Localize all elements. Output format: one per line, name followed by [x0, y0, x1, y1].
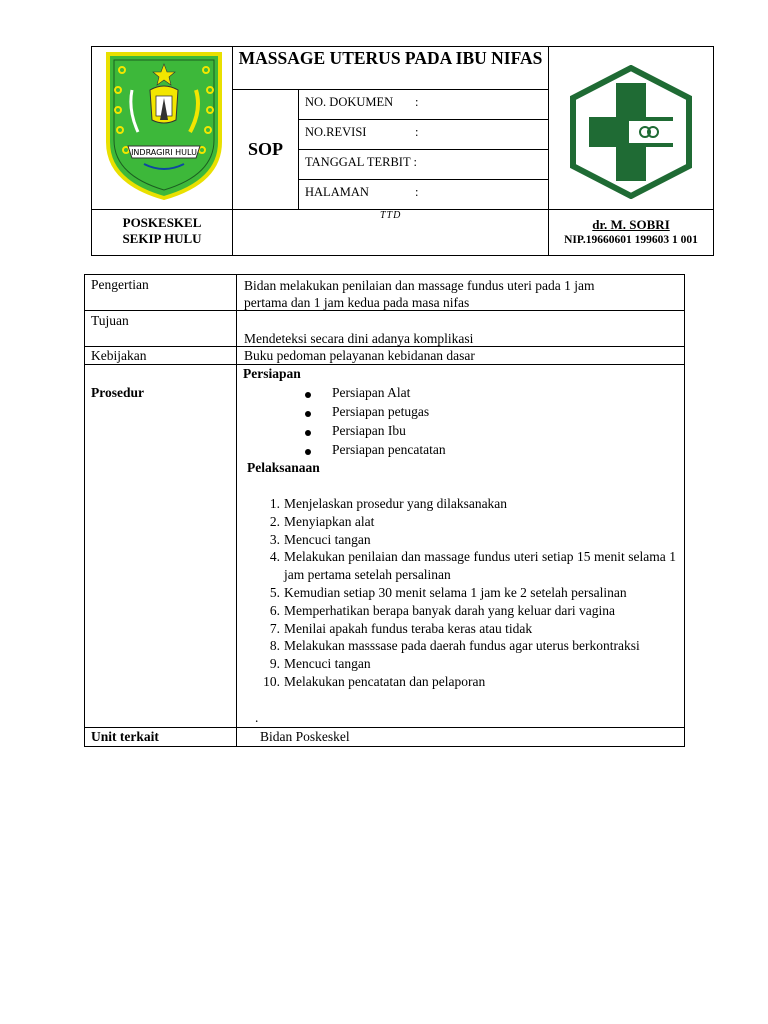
row-label-tujuan: Tujuan: [84, 310, 237, 347]
bullet-icon: [305, 392, 311, 398]
meta-colon: :: [415, 185, 419, 199]
meta-label: NO.REVISI: [305, 125, 367, 139]
pengertian-line-2: pertama dan 1 jam kedua pada masa nifas: [244, 295, 470, 310]
meta-row-no-dokumen: [298, 89, 549, 120]
list-item: 6. Memperhatikan berapa banyak darah yang keluar dari vagina: [269, 602, 615, 618]
doctor-name: dr. M. SOBRI: [592, 217, 670, 232]
list-item: 4. Melakukan penilaian dan massage fundus uteri setiap 15 menit selama 1 jam pertama setelah persalinan: [269, 549, 676, 583]
pengertian-line-1: Bidan melakukan penilaian dan massage fundus uteri pada 1 jam: [244, 278, 595, 293]
bullet-icon: [305, 449, 311, 455]
list-item: 9. Mencuci tangan: [269, 656, 371, 672]
list-item: Persiapan petugas: [305, 404, 446, 423]
bullet-icon: [305, 430, 311, 436]
meta-label: HALAMAN: [305, 185, 369, 199]
meta-colon: :: [415, 125, 419, 139]
row-value-tujuan: Mendeteksi secara dini adanya komplikasi: [236, 310, 685, 347]
row-label-kebijakan: Kebijakan: [84, 346, 237, 365]
indragiri-hulu-emblem: [104, 50, 224, 200]
doctor-nip: NIP.19660601 199603 1 001: [564, 234, 698, 246]
document-title: MASSAGE UTERUS PADA IBU NIFAS: [232, 46, 549, 90]
list-item: Persiapan Ibu: [305, 423, 446, 442]
signature-mark: TTD: [380, 210, 402, 221]
row-value-kebijakan: Buku pedoman pelayanan kebidanan dasar: [236, 346, 685, 365]
regency-logo-cell: [91, 46, 233, 210]
meta-label: NO. DOKUMEN: [305, 95, 394, 109]
list-item: 7. Menilai apakah fundus teraba keras atau tidak: [269, 620, 533, 636]
meta-label: TANGGAL TERBIT :: [305, 155, 417, 169]
organization-name: [91, 209, 233, 256]
approver-cell: [548, 209, 714, 256]
meta-row-tanggal-terbit: [298, 149, 549, 180]
row-value-unit-terkait: Bidan Poskeskel: [236, 727, 685, 747]
persiapan-heading: Persiapan: [243, 366, 301, 381]
row-label-unit-terkait: Unit terkait: [84, 727, 237, 747]
meta-row-halaman: [298, 179, 549, 210]
row-label-pengertian: Pengertian: [84, 274, 237, 311]
row-value-pengertian: [236, 274, 685, 311]
svg-text:INDRAGIRI HULU: INDRAGIRI HULU: [131, 148, 197, 157]
list-item: 2. Menyiapkan alat: [269, 513, 375, 529]
pelaksanaan-steps: [258, 495, 676, 691]
org-line-1: POSKESKEL: [122, 215, 202, 230]
list-item: 3. Mencuci tangan: [269, 531, 371, 547]
green-cross-hexagon-icon: [569, 65, 693, 199]
list-item: Persiapan Alat: [305, 385, 446, 404]
list-item: 8. Melakukan masssase pada daerah fundus agar uterus berkontraksi: [269, 638, 640, 654]
row-label-prosedur: Prosedur: [84, 364, 237, 728]
list-item: Persiapan pencatatan: [305, 442, 446, 461]
trailing-dot: .: [255, 710, 259, 725]
org-line-2: SEKIP HULU: [122, 231, 202, 246]
meta-row-no-revisi: [298, 119, 549, 150]
bullet-icon: [305, 411, 311, 417]
list-item: 10. Melakukan pencatatan dan pelaporan: [263, 673, 486, 689]
pelaksanaan-heading: Pelaksanaan: [247, 460, 320, 475]
persiapan-list: [305, 385, 446, 461]
list-item: 1. Menjelaskan prosedur yang dilaksanakan: [269, 496, 508, 511]
health-logo-cell: [548, 46, 714, 210]
list-item: 5. Kemudian setiap 30 menit selama 1 jam ke 2 setelah persalinan: [269, 584, 627, 600]
meta-colon: :: [415, 95, 419, 109]
sop-label: SOP: [232, 89, 299, 210]
